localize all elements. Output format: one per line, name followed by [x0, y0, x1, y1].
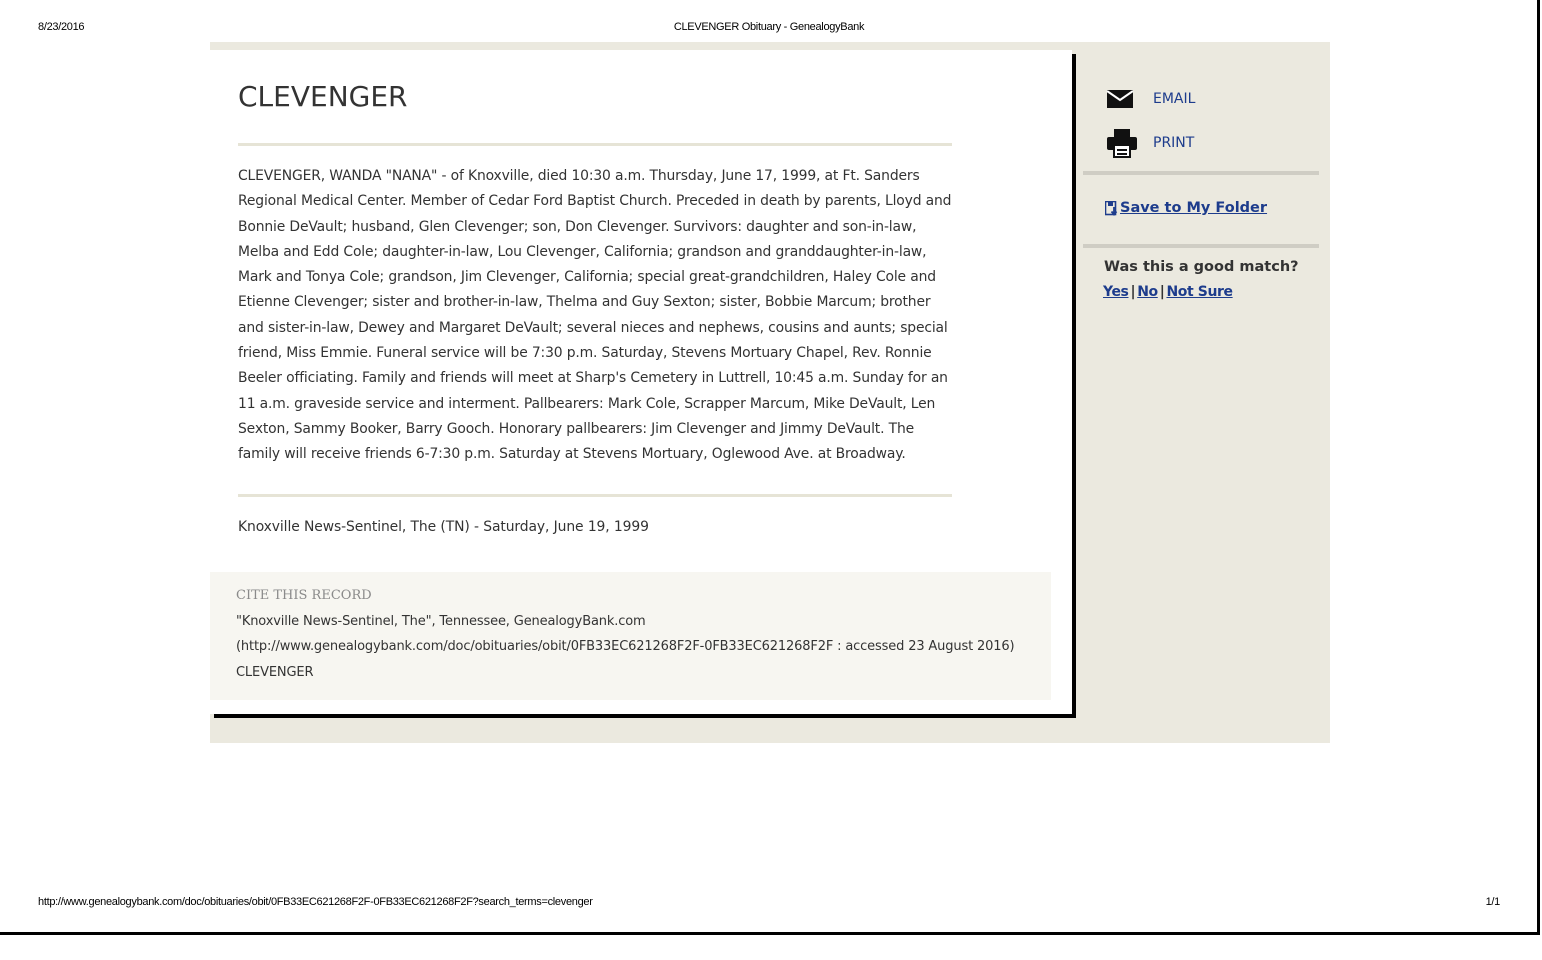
print-url: http://www.genealogybank.com/doc/obituaries/obit/0FB33EC621268F2F-0FB33EC621268F2F?search_terms=clevenger	[38, 896, 593, 908]
page-border-bottom	[0, 932, 1540, 935]
cite-line-url: (http://www.genealogybank.com/doc/obituaries/obit/0FB33EC621268F2F-0FB33EC621268F2F : accessed 23 August 2016)	[236, 639, 1015, 654]
obituary-title: CLEVENGER	[238, 80, 408, 113]
cite-heading: CITE THIS RECORD	[236, 588, 372, 603]
page-border-right	[1537, 0, 1540, 935]
sidebar-divider-bottom	[1083, 244, 1319, 248]
print-header	[38, 21, 1500, 35]
body-divider	[238, 494, 952, 497]
print-link[interactable]: PRINT	[1153, 135, 1195, 151]
save-folder-icon	[1105, 201, 1119, 216]
obituary-text: CLEVENGER, WANDA "NANA" - of Knoxville, died 10:30 a.m. Thursday, June 17, 1999, at Ft. Sanders Regional Medical Center. Member of Cedar Ford Baptist Church. Preceded in death by parents, Lloyd and Bonnie DeVault; husband, Glen Clevenger; son, Don Clevenger. Survivors: daughter and son-in-law, Melba and Edd Cole; daughter-in-law, Lou Clevenger, California; grandson and granddaughter-in-law, Mark and Tonya Cole; grandson, Jim Clevenger, California; special great-grandchildren, Haley Cole and Etienne Clevenger; sister and brother-in-law, Thelma and Guy Sexton; sister, Bobbie Marcum; brother and sister-in-law, Dewey and Margaret DeVault; several nieces and nephews, cousins and aunts; special friend, Miss Emmie. Funeral service will be 7:30 p.m. Saturday, Stevens Mortuary Chapel, Rev. Ronnie Beeler officiating. Family and friends will meet at Sharp's Cemetery in Luttrell, 10:45 a.m. Sunday for an 11 a.m. graveside service and interment. Pallbearers: Mark Cole, Scrapper Marcum, Mike DeVault, Len Sexton, Sammy Booker, Barry Gooch. Honorary pallbearers: Jim Clevenger and Jimmy DeVault. The family will receive friends 6-7:30 p.m. Saturday at Stevens Mortuary, Oglewood Ave. at Broadway.	[238, 168, 952, 463]
save-to-folder-link[interactable]	[1105, 200, 1267, 216]
cite-line-publication: "Knoxville News-Sentinel, The", Tennessee, GenealogyBank.com	[236, 614, 646, 629]
match-separator: |	[1130, 284, 1136, 300]
cite-line-name: CLEVENGER	[236, 665, 314, 680]
print-page-title: CLEVENGER Obituary - GenealogyBank	[673, 21, 865, 33]
envelope-icon	[1106, 84, 1138, 114]
print-page-number: 1/1	[1485, 896, 1500, 908]
email-link[interactable]: EMAIL	[1153, 91, 1196, 107]
cite-record-box	[210, 572, 1051, 700]
match-yes-link[interactable]: Yes	[1103, 284, 1129, 300]
match-answers	[1103, 284, 1233, 300]
printer-icon	[1106, 128, 1138, 158]
match-not-sure-link[interactable]: Not Sure	[1166, 284, 1233, 300]
obituary-card	[210, 50, 1072, 714]
match-no-link[interactable]: No	[1137, 284, 1158, 300]
source-citation: Knoxville News-Sentinel, The (TN) - Saturday, June 19, 1999	[238, 519, 649, 535]
match-question: Was this a good match?	[1104, 259, 1299, 275]
match-separator: |	[1159, 284, 1165, 300]
print-footer	[38, 896, 1500, 910]
print-action[interactable]	[1106, 128, 1194, 158]
save-to-folder-label: Save to My Folder	[1120, 200, 1268, 216]
title-divider	[238, 143, 952, 146]
sidebar-divider-top	[1083, 171, 1319, 175]
email-action[interactable]	[1106, 84, 1195, 114]
print-date: 8/23/2016	[38, 21, 85, 33]
